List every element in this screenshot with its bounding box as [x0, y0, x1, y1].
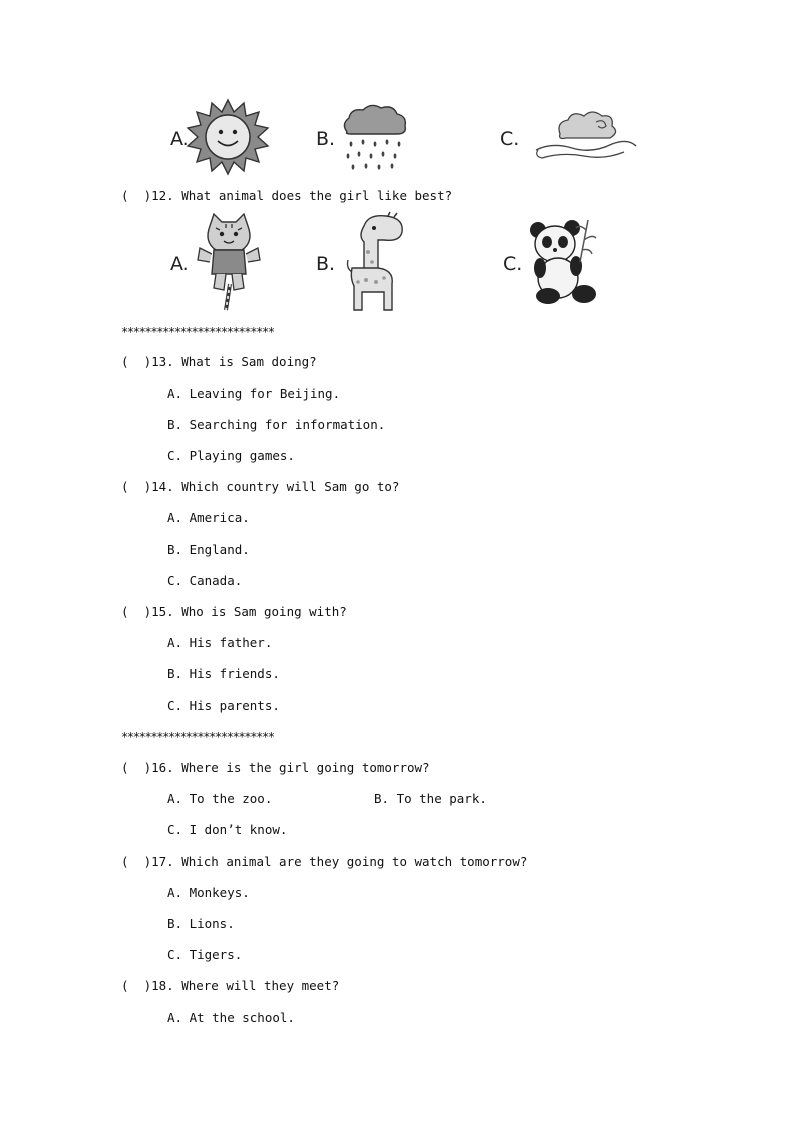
- q12-label-b: B.: [316, 253, 336, 275]
- question-16-option-b: B. To the park.: [374, 791, 487, 806]
- question-13-option-c: C. Playing games.: [167, 448, 295, 463]
- cloud-wind-icon: [532, 108, 638, 164]
- divider-stars-1: **************************: [121, 325, 274, 339]
- question-14-option-c: C. Canada.: [167, 573, 243, 588]
- question-14-option-a: A. America.: [167, 510, 250, 525]
- question-17-option-a: A. Monkeys.: [167, 885, 250, 900]
- question-17-option-c: C. Tigers.: [167, 947, 243, 962]
- q11-label-a: A.: [170, 128, 189, 150]
- rain-cloud-icon: [339, 102, 409, 174]
- question-15-option-a: A. His father.: [167, 635, 273, 650]
- question-17-option-b: B. Lions.: [167, 916, 235, 931]
- question-13-option-a: A. Leaving for Beijing.: [167, 386, 341, 401]
- question-16-option-c: C. I don’t know.: [167, 822, 288, 837]
- q12-label-c: C.: [503, 253, 523, 275]
- q12-label-a: A.: [170, 253, 189, 275]
- giraffe-icon: [344, 212, 410, 314]
- q11-label-b: B.: [316, 128, 336, 150]
- question-15-option-c: C. His parents.: [167, 698, 280, 713]
- question-18-option-a: A. At the school.: [167, 1010, 295, 1025]
- question-16-stem: ( )16. Where is the girl going tomorrow?: [121, 760, 430, 775]
- question-17-stem: ( )17. Which animal are they going to watch tomorrow?: [121, 854, 528, 869]
- tiger-icon: [196, 212, 262, 314]
- q11-label-c: C.: [500, 128, 520, 150]
- question-18-stem: ( )18. Where will they meet?: [121, 978, 340, 993]
- panda-icon: [526, 218, 602, 306]
- question-15-stem: ( )15. Who is Sam going with?: [121, 604, 347, 619]
- sun-icon: [186, 98, 270, 176]
- question-14-stem: ( )14. Which country will Sam go to?: [121, 479, 400, 494]
- question-13-stem: ( )13. What is Sam doing?: [121, 354, 317, 369]
- question-13-option-b: B. Searching for information.: [167, 417, 386, 432]
- question-15-option-b: B. His friends.: [167, 666, 280, 681]
- question-12-stem: ( )12. What animal does the girl like best?: [121, 188, 453, 203]
- divider-stars-2: **************************: [121, 730, 274, 744]
- question-16-option-a: A. To the zoo.: [167, 791, 273, 806]
- question-14-option-b: B. England.: [167, 542, 250, 557]
